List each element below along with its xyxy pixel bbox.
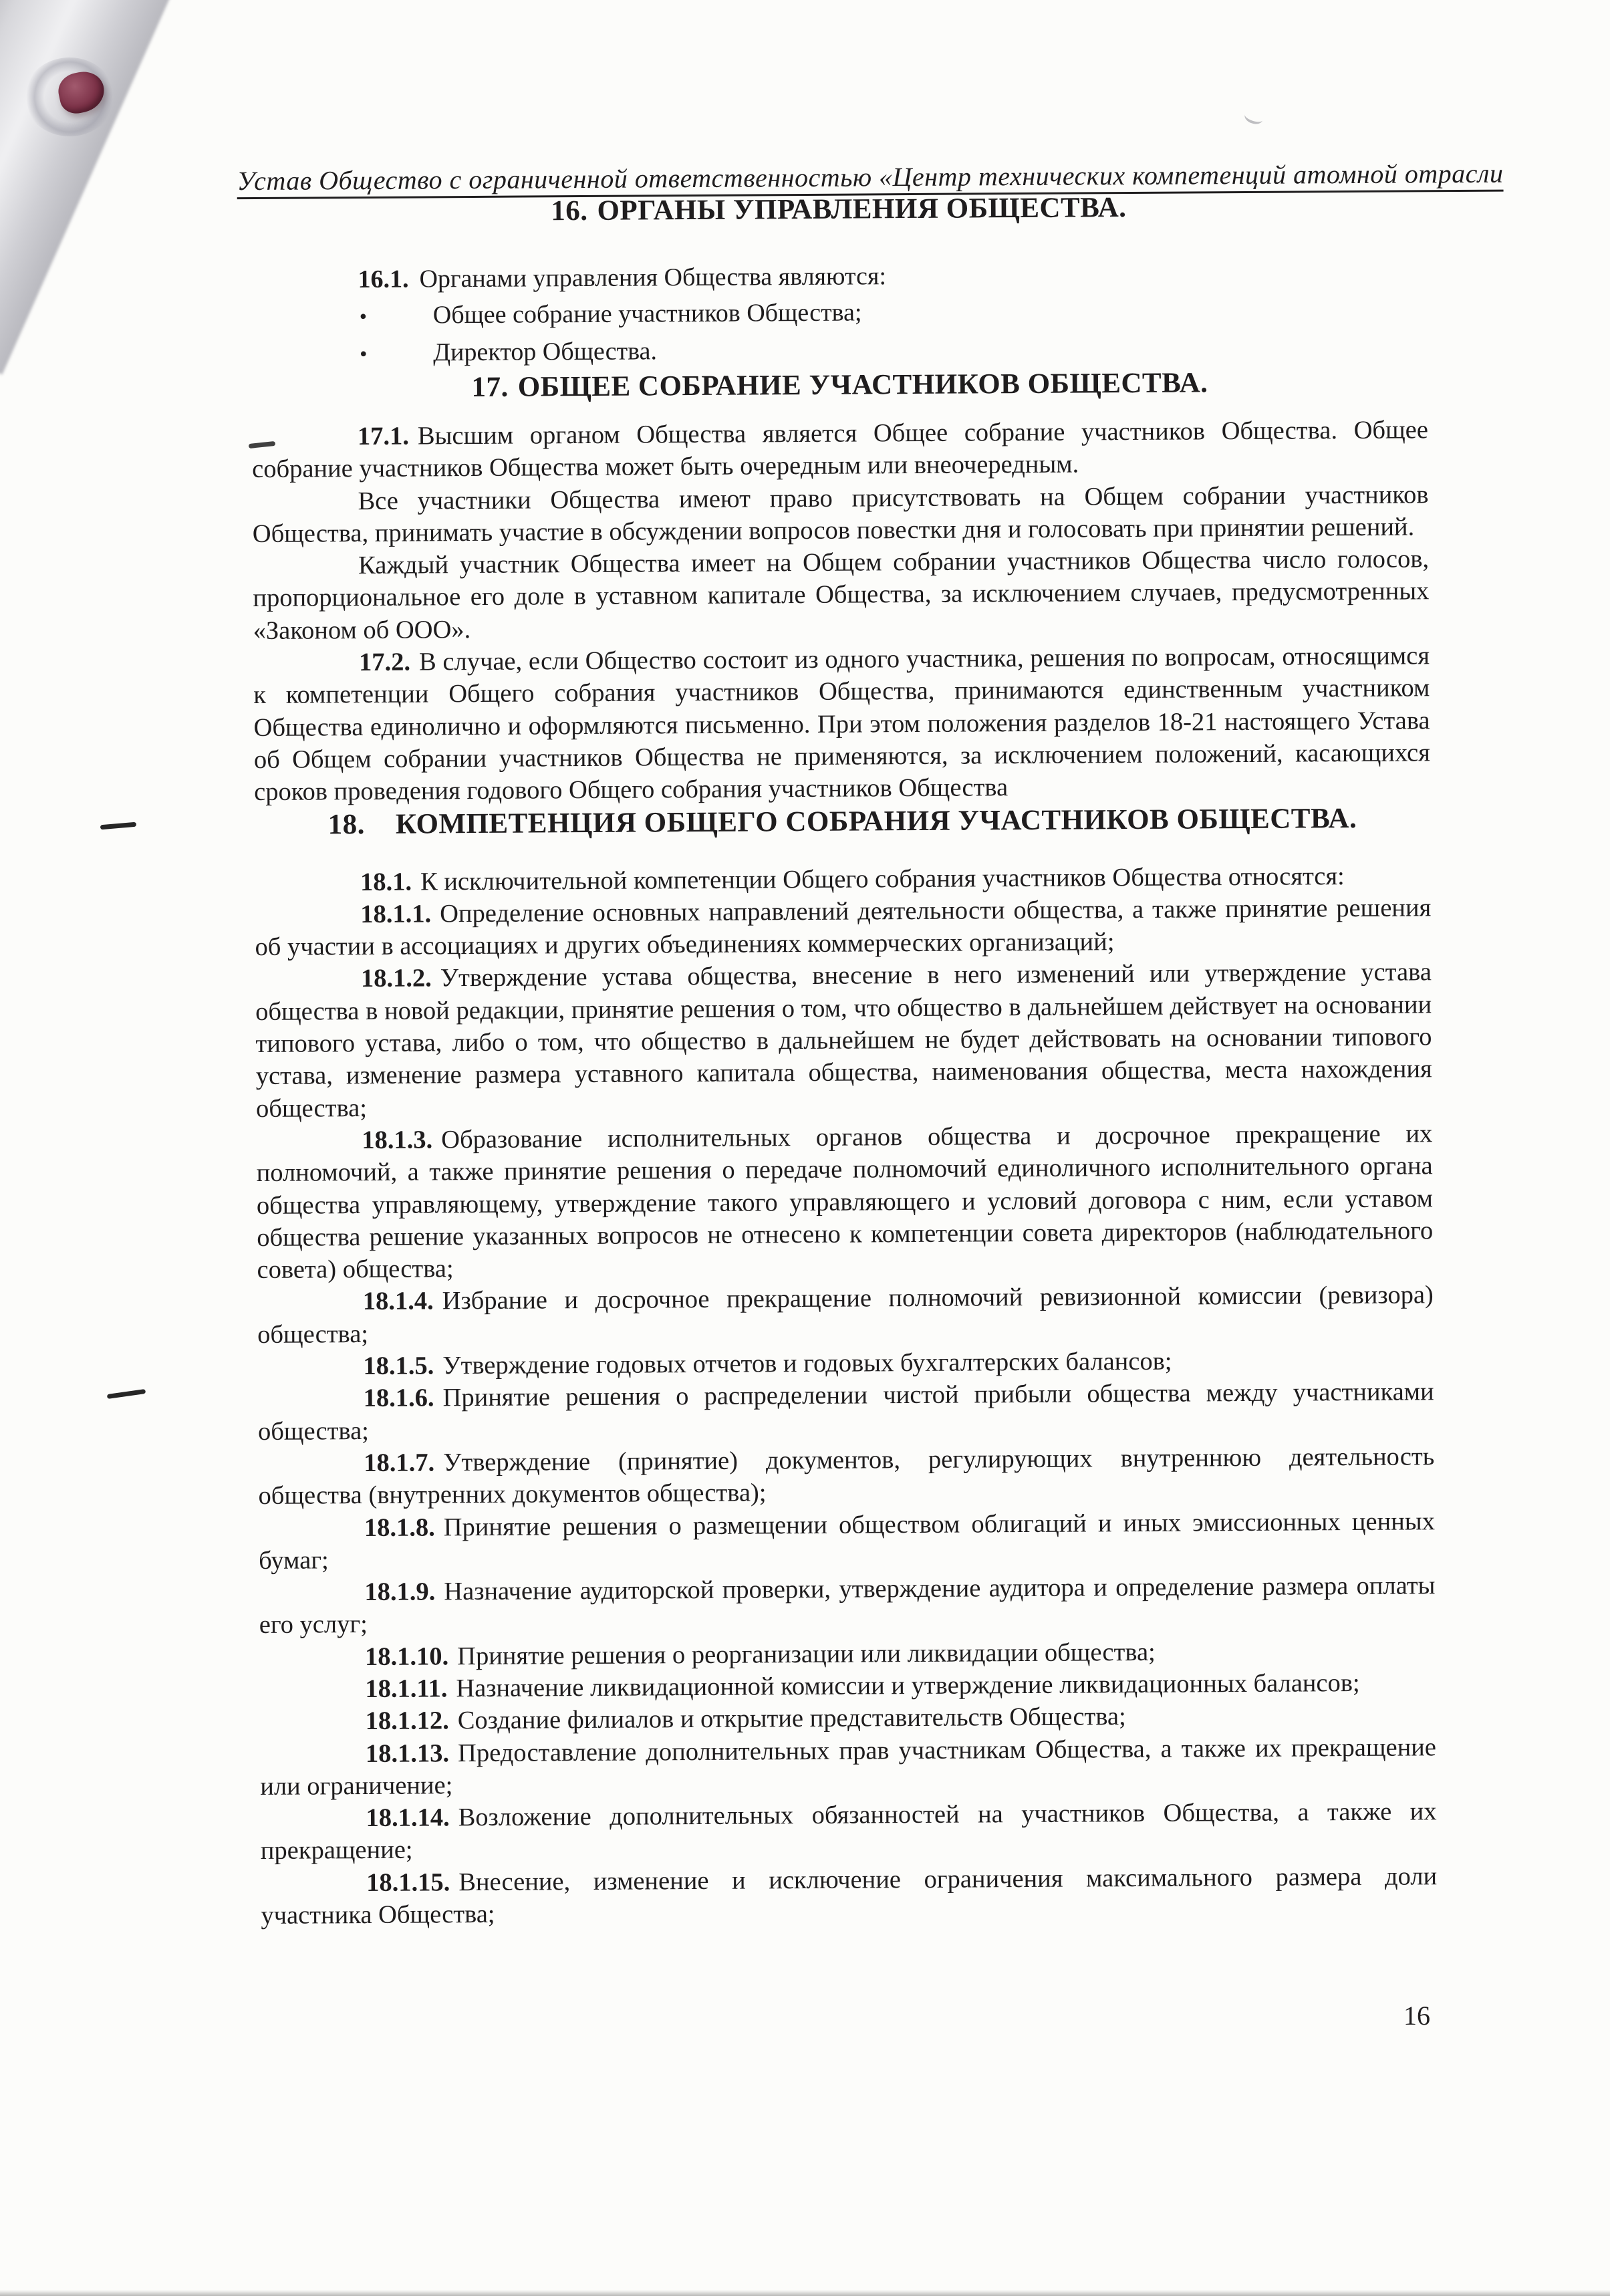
paragraph-number: 18.1.4. <box>362 1287 434 1316</box>
paragraph-17-1 <box>252 414 1429 485</box>
paragraph-number: 17.1. <box>357 422 410 451</box>
paragraph-18-1-3 <box>256 1118 1433 1286</box>
paragraph-number: 18.1.14. <box>366 1803 450 1833</box>
clause-16-1-number: 16.1. <box>358 265 409 294</box>
page-number: 16 <box>1403 2001 1430 2031</box>
paragraph-text: Утверждение (принятие) документов, регулирующих внутреннюю деятельность общества (внутренних документов общества); <box>258 1442 1435 1511</box>
paragraph-18-1-13 <box>260 1731 1437 1803</box>
paragraph-18-1-6 <box>258 1376 1435 1448</box>
paragraph-18-1-7 <box>258 1440 1435 1512</box>
scan-bottom-edge <box>0 2290 1610 2296</box>
section-16-title: ОРГАНЫ УПРАВЛЕНИЯ ОБЩЕСТВА. <box>597 192 1127 227</box>
paragraph-text: Предоставление дополнительных прав участникам Общества, а также их прекращение или ограничение; <box>260 1733 1437 1801</box>
paragraph-text: Избрание и досрочное прекращение полномочий ревизионной комиссии (ревизора) общества; <box>257 1281 1434 1349</box>
section-17-title: ОБЩЕЕ СОБРАНИЕ УЧАСТНИКОВ ОБЩЕСТВА. <box>517 367 1208 403</box>
paragraph-number: 18.1.3. <box>362 1126 433 1154</box>
paragraph-18-1-15 <box>261 1860 1438 1932</box>
paragraph-18-1-1 <box>255 892 1432 963</box>
paragraph-text: Образование исполнительных органов общества и досрочное прекращение их полномочий, а также принятие решения о передаче полномочий единоличного исполнительного органа общества управляющему, утверждение такого управляющего и условий договора с ним, если уставом общества решение указанных вопросов не отнесено к компетенции совета директоров (наблюдательного совета) общества; <box>256 1120 1434 1285</box>
paragraph-18-1-9 <box>259 1569 1436 1641</box>
running-header-title: Устав Общество с ограниченной ответственностью «Центр технических компетенций атомной отрасли <box>237 158 1504 197</box>
paragraph-text: Утверждение устава общества, внесение в него изменений или утверждение устава общества в новой редакции, принятие решения о том, что общество в дальнейшем действует на основании типового устава, либо о том, что общество в дальнейшем не будет действовать на основании типового устава, изменение размера уставного капитала общества, наименования общества, места нахождения общества; <box>255 958 1432 1123</box>
paragraph-text: Принятие решения о размещении обществом облигаций и иных эмиссионных ценных бумаг; <box>259 1507 1435 1575</box>
paragraph-text: Назначение ликвидационной комиссии и утверждение ликвидационных балансов; <box>456 1668 1360 1703</box>
list-item <box>358 328 1428 372</box>
paragraph-18-1-2 <box>255 956 1432 1125</box>
paragraph-18-1-14 <box>260 1795 1437 1867</box>
paragraph-number: 18.1.10. <box>364 1642 449 1671</box>
paragraph-18-1-4 <box>257 1279 1434 1351</box>
clause-16-1 <box>358 255 1428 372</box>
paragraph-number: 18.1.5. <box>363 1352 434 1381</box>
paragraph-17-1-cont-1 <box>252 479 1429 550</box>
paragraph-17-2 <box>253 640 1430 808</box>
clause-16-1-text: Органами управления Общества являются: <box>419 262 887 293</box>
bullet-icon: • <box>360 341 368 366</box>
list-item <box>358 290 1428 334</box>
paragraph-text: Высшим органом Общества является Общее собрание участников Общества. Общее собрание участников Общества может быть очередным или внеочередным. <box>252 416 1429 484</box>
paragraph-number: 18.1.12. <box>365 1706 449 1736</box>
paragraph-text: Внесение, изменение и исключение ограничения максимального размера доли участника Общества; <box>261 1862 1438 1930</box>
paragraph-number: 18.1. <box>360 868 412 896</box>
paragraph-number: 18.1.13. <box>365 1739 450 1768</box>
paragraph-text: Все участники Общества имеют право присутствовать на Общем собрании участников Общества, принимать участие в обсуждении вопросов повестки дня и голосовать при принятии решений. <box>252 480 1429 548</box>
paragraph-text: В случае, если Общество состоит из одного участника, решения по вопросам, относящимся к компетенции Общего собрания участников Общества, принимаются единственным участником Общества единолично и оформляются письменно. При этом положения разделов 18-21 настоящего Устава об Общем собрании участников Общества не применяются, за исключением положений, касающихся сроков проведения годового Общего собрания участников Общества <box>253 642 1430 807</box>
section-17-paragraphs <box>252 414 1431 808</box>
paragraph-number: 18.1.9. <box>364 1577 436 1607</box>
paragraph-number: 18.1.8. <box>364 1513 435 1542</box>
paragraph-text: Принятие решения о распределении чистой прибыли общества между участниками общества; <box>257 1378 1434 1446</box>
paragraph-number: 18.1.6. <box>363 1384 434 1413</box>
paragraph-17-1-cont-2 <box>253 543 1430 647</box>
paragraph-number: 18.1.11. <box>365 1674 448 1704</box>
section-16-number: 16. <box>551 195 588 227</box>
paragraph-number: 18.1.7. <box>364 1448 435 1477</box>
paragraph-text: Утверждение годовых отчетов и годовых бухгалтерских балансов; <box>442 1347 1172 1380</box>
paragraph-text: Каждый участник Общества имеет на Общем собрании участников Общества число голосов, пропорциональное его доле в уставном капитале Общества, за исключением случаев, предусмотренных «Законом об ООО». <box>253 545 1430 645</box>
paragraph-text: Назначение аудиторской проверки, утверждение аудитора и определение размера оплаты его услуг; <box>259 1571 1436 1640</box>
section-18-heading <box>254 801 1430 842</box>
paragraph-18-1-8 <box>259 1505 1436 1577</box>
section-17-number: 17. <box>471 371 509 404</box>
paragraph-text: Возложение дополнительных обязанностей на участников Общества, а также их прекращение; <box>260 1797 1437 1866</box>
paragraph-text: Принятие решения о реорганизации или ликвидации общества; <box>457 1638 1156 1670</box>
paragraph-number: 17.2. <box>358 648 411 677</box>
paragraph-text: К исключительной компетенции Общего собрания участников Общества относятся: <box>420 862 1345 896</box>
section-18-title: КОМПЕТЕНЦИЯ ОБЩЕГО СОБРАНИЯ УЧАСТНИКОВ ОБЩЕСТВА. <box>395 802 1357 840</box>
paragraph-number: 18.1.1. <box>360 900 432 928</box>
paragraph-number: 18.1.2. <box>360 964 432 993</box>
section-18-paragraphs <box>255 860 1438 1932</box>
list-item-text: Директор Общества. <box>433 337 658 367</box>
paragraph-text: Создание филиалов и открытие представительств Общества; <box>457 1702 1126 1735</box>
list-item-text: Общее собрание участников Общества; <box>432 298 862 330</box>
paragraph-number: 18.1.15. <box>366 1868 450 1897</box>
paragraph-text: Определение основных направлений деятельности общества, а также принятие решения об участии в ассоциациях и других объединениях коммерческих организаций; <box>255 894 1432 962</box>
bullet-icon: • <box>359 303 368 329</box>
section-18-number: 18. <box>327 808 366 840</box>
